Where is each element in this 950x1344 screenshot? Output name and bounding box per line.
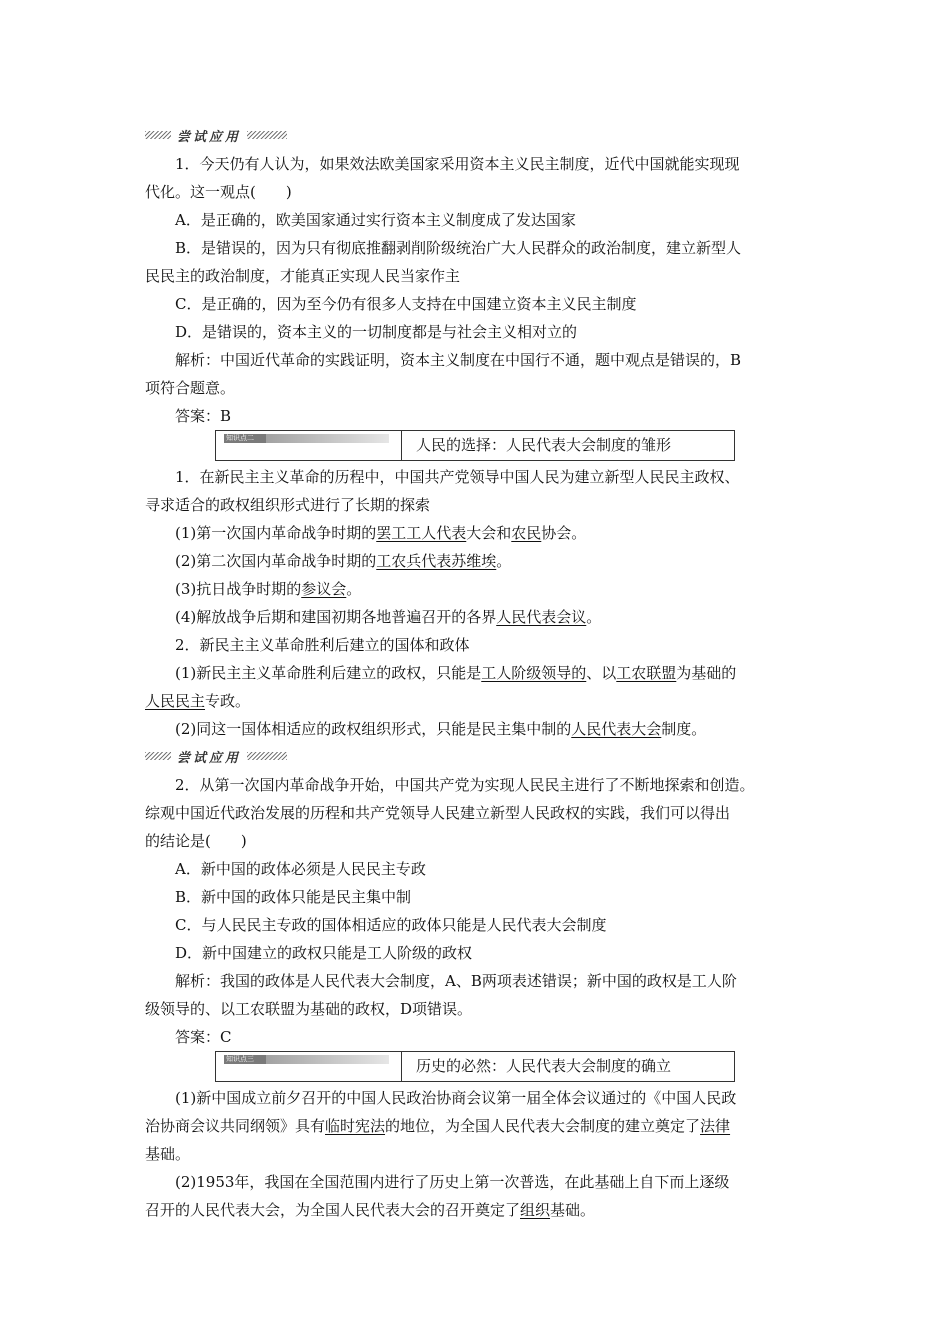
- q2-option-a: A．新中国的政体必须是人民民主专政: [175, 860, 426, 878]
- kp2-para-1: 寻求适合的政权组织形式进行了长期的探索: [145, 496, 431, 514]
- underlined-term: 人民代表会议: [496, 608, 587, 626]
- q2-stem: 的结论是( ): [145, 832, 247, 850]
- try-apply-banner: [145, 745, 810, 767]
- knowledge-point-chip: 知识点二: [224, 434, 266, 443]
- kp3-item-1: 基础。: [145, 1145, 191, 1163]
- kp2-sub-1: (1)新民主主义革命胜利后建立的政权，只能是工人阶级领导的、以工农联盟为基础的: [175, 664, 737, 682]
- q2-answer: 答案：C: [175, 1028, 232, 1046]
- banner-title: 尝试应用: [177, 129, 242, 145]
- q1-stem: 代化。这一观点( ): [145, 183, 292, 201]
- q2-option-c: C．与人民民主专政的国体相适应的政体只能是人民代表大会制度: [175, 916, 607, 934]
- kp3-item-1: (1)新中国成立前夕召开的中国人民政治协商会议第一届全体会议通过的《中国人民政: [175, 1089, 737, 1107]
- document-page: [145, 122, 810, 1224]
- kp2-item-3: (3)抗日战争时期的参议会。: [175, 580, 362, 598]
- hatch-decoration: [247, 131, 287, 139]
- banner-title: 尝试应用: [177, 750, 242, 766]
- kp2-item-1: (1)第一次国内革命战争时期的罢工工人代表大会和农民协会。: [175, 524, 587, 542]
- underlined-term: 参议会: [301, 580, 347, 598]
- underlined-term: 临时宪法: [325, 1117, 386, 1135]
- underlined-term: 工人阶级领导的: [481, 664, 587, 682]
- kp2-item-2: (2)第二次国内革命战争时期的工农兵代表苏维埃。: [175, 552, 512, 570]
- kp2-para-1: 1．在新民主主义革命的历程中，中国共产党领导中国人民为建立新型人民民主政权、: [175, 468, 740, 486]
- knowledge-point-title: 人民的选择：人民代表大会制度的雏形: [416, 436, 672, 454]
- q1-option-a: A．是正确的，欧美国家通过实行资本主义制度成了发达国家: [175, 211, 576, 229]
- q1-option-d: D．是错误的，资本主义的一切制度都是与社会主义相对立的: [175, 323, 578, 341]
- kp2-item-4: (4)解放战争后期和建国初期各地普遍召开的各界人民代表会议。: [175, 608, 602, 626]
- kp2-para-2: 2．新民主主义革命胜利后建立的国体和政体: [175, 636, 470, 654]
- q1-option-b: 民民主的政治制度，才能真正实现人民当家作主: [145, 267, 461, 285]
- q2-analysis: 级领导的、以工农联盟为基础的政权，D项错误。: [145, 1000, 473, 1018]
- underlined-term: 工农兵代表苏维埃: [376, 552, 497, 570]
- knowledge-point-3-box: [215, 1051, 735, 1082]
- underlined-term: 人民民主: [145, 692, 206, 710]
- q2-stem: 2．从第一次国内革命战争开始，中国共产党为实现人民民主进行了不断地探索和创造。: [175, 776, 755, 794]
- hatch-decoration: [145, 752, 171, 760]
- underlined-term: 工农联盟: [616, 664, 677, 682]
- q2-analysis: 解析：我国的政体是人民代表大会制度，A、B两项表述错误；新中国的政权是工人阶: [175, 972, 737, 990]
- knowledge-point-tag: [216, 431, 402, 460]
- q2-stem: 综观中国近代政治发展的历程和共产党领导人民建立新型人民政权的实践，我们可以得出: [145, 804, 731, 822]
- knowledge-point-tag: [216, 1052, 402, 1081]
- q1-answer: 答案：B: [175, 407, 232, 425]
- kp3-item-2: 召开的人民代表大会，为全国人民代表大会的召开奠定了组织基础。: [145, 1201, 596, 1219]
- q2-option-d: D．新中国建立的政权只能是工人阶级的政权: [175, 944, 473, 962]
- knowledge-point-chip: 知识点三: [224, 1055, 266, 1064]
- underlined-term: 组织: [520, 1201, 551, 1219]
- underlined-term: 农民: [511, 524, 542, 542]
- underlined-term: 人民代表大会: [571, 720, 662, 738]
- kp2-sub-2: (2)同这一国体相适应的政权组织形式，只能是民主集中制的人民代表大会制度。: [175, 720, 707, 738]
- q2-option-b: B．新中国的政体只能是民主集中制: [175, 888, 412, 906]
- kp3-item-2: (2)1953年，我国在全国范围内进行了历史上第一次普选，在此基础上自下而上逐级: [175, 1173, 730, 1191]
- knowledge-point-2-box: [215, 430, 735, 461]
- q1-analysis: 解析：中国近代革命的实践证明，资本主义制度在中国行不通，题中观点是错误的，B: [175, 351, 742, 369]
- try-apply-banner: [145, 124, 810, 146]
- q1-stem: 1．今天仍有人认为，如果效法欧美国家采用资本主义民主制度，近代中国就能实现现: [175, 155, 740, 173]
- q1-option-b: B．是错误的，因为只有彻底推翻剥削阶级统治广大人民群众的政治制度，建立新型人: [175, 239, 742, 257]
- q1-analysis: 项符合题意。: [145, 379, 236, 397]
- kp2-sub-1: 人民民主专政。: [145, 692, 251, 710]
- q1-option-c: C．是正确的，因为至今仍有很多人支持在中国建立资本主义民主制度: [175, 295, 637, 313]
- hatch-decoration: [145, 131, 171, 139]
- hatch-decoration: [247, 752, 287, 760]
- underlined-term: 罢工工人代表: [376, 524, 467, 542]
- underlined-term: 法律: [700, 1117, 731, 1135]
- knowledge-point-title: 历史的必然：人民代表大会制度的确立: [416, 1057, 672, 1075]
- kp3-item-1: 治协商会议共同纲领》具有临时宪法的地位，为全国人民代表大会制度的建立奠定了法律: [145, 1117, 731, 1135]
